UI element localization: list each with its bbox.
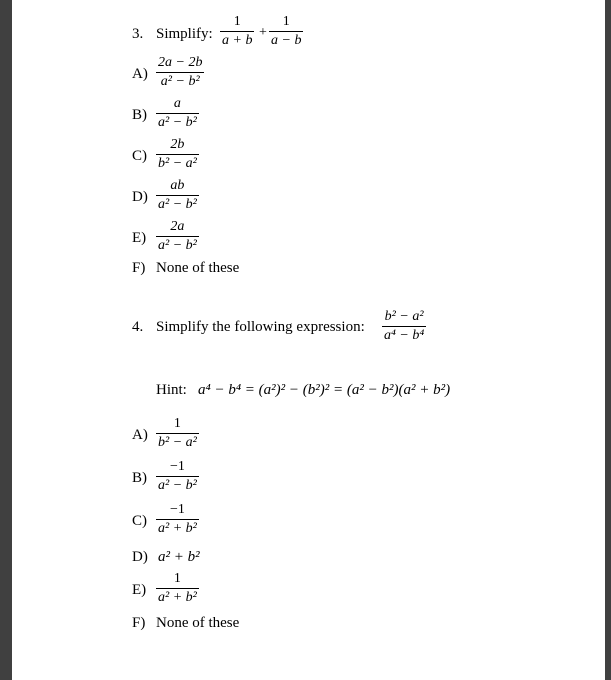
q3-term2-denominator: a − b [271,33,302,48]
q4-choice-b-fraction [156,459,199,493]
q3-term1-bar [220,31,254,32]
q3-term2-numerator: 1 [282,14,290,29]
q3-choice-a-numerator: 2a − 2b [158,55,203,70]
q3-term1-fraction [220,14,254,48]
q3-term2-bar [269,31,303,32]
q4-choice-a-denominator: b² − a² [158,435,197,450]
q3-choice-b-bar [156,113,199,114]
q3-choice-a-letter: A) [132,66,148,82]
q4-choice-b-bar [156,476,199,477]
q4-choice-d-text: a² + b² [158,549,200,565]
q4-expression-numerator: b² − a² [384,309,424,324]
q3-prompt: Simplify: [156,26,213,42]
q4-choice-a-numerator: 1 [173,416,181,431]
q3-choice-d-numerator: ab [170,178,185,193]
q3-choice-b-fraction [156,96,199,130]
q3-choice-d-letter: D) [132,189,148,205]
q3-choice-d-denominator: a² − b² [158,197,197,212]
q4-expression-denominator: a⁴ − b⁴ [384,328,425,343]
document-page [12,0,605,680]
q4-choice-c-numerator: −1 [169,502,185,517]
q3-choice-d-bar [156,195,199,196]
q4-choice-b-denominator: a² − b² [158,478,197,493]
q3-choice-a-fraction [156,55,204,89]
q3-choice-a-bar [156,72,204,73]
q3-choice-c-fraction [156,137,199,171]
q4-choice-c-denominator: a² + b² [158,521,197,536]
q3-choice-a-denominator: a² − b² [160,74,200,89]
left-window-edge [0,0,12,680]
q3-choice-f-letter: F) [132,260,146,276]
q3-choice-c-bar [156,154,199,155]
q3-term1-denominator: a + b [222,33,253,48]
q3-term1-numerator: 1 [233,14,241,29]
q4-choice-e-bar [156,588,199,589]
q4-choice-c-bar [156,519,199,520]
q4-choice-b-numerator: −1 [169,459,185,474]
q4-choice-b-letter: B) [132,470,147,486]
q3-choice-d-fraction [156,178,199,212]
q4-choice-c-fraction [156,502,199,536]
q4-choice-d-letter: D) [132,549,148,565]
q3-choice-c-numerator: 2b [170,137,185,152]
q3-choice-b-numerator: a [173,96,181,111]
q4-choice-e-letter: E) [132,582,147,598]
q3-number: 3. [132,26,144,42]
q4-choice-e-numerator: 1 [173,571,181,586]
q4-choice-a-letter: A) [132,427,148,443]
q3-term2-fraction [269,14,303,48]
q3-choice-e-fraction [156,219,199,253]
q3-choice-b-letter: B) [132,107,147,123]
q3-choice-e-denominator: a² − b² [158,238,197,253]
q4-expression-fraction [382,309,426,343]
q3-plus-operator: + [259,25,267,40]
q3-choice-f-text: None of these [156,260,240,276]
q4-hint-label: Hint: [156,382,187,398]
q4-expression-bar [382,326,426,327]
q3-choice-c-letter: C) [132,148,147,164]
q3-choice-b-denominator: a² − b² [158,115,197,130]
q4-choice-f-letter: F) [132,615,146,631]
q3-choice-e-numerator: 2a [170,219,185,234]
q4-choice-e-fraction [156,571,199,605]
q4-prompt: Simplify the following expression: [156,319,365,335]
q4-choice-f-text: None of these [156,615,240,631]
q3-choice-c-denominator: b² − a² [158,156,197,171]
q4-choice-a-fraction [156,416,199,450]
q4-hint-formula: a⁴ − b⁴ = (a²)² − (b²)² = (a² − b²)(a² + b²) [198,382,451,398]
q4-number: 4. [132,319,144,335]
q3-choice-e-bar [156,236,199,237]
q4-choice-e-denominator: a² + b² [158,590,197,605]
right-window-edge [605,0,611,680]
q4-choice-c-letter: C) [132,513,147,529]
q4-choice-a-bar [156,433,199,434]
q3-choice-e-letter: E) [132,230,147,246]
